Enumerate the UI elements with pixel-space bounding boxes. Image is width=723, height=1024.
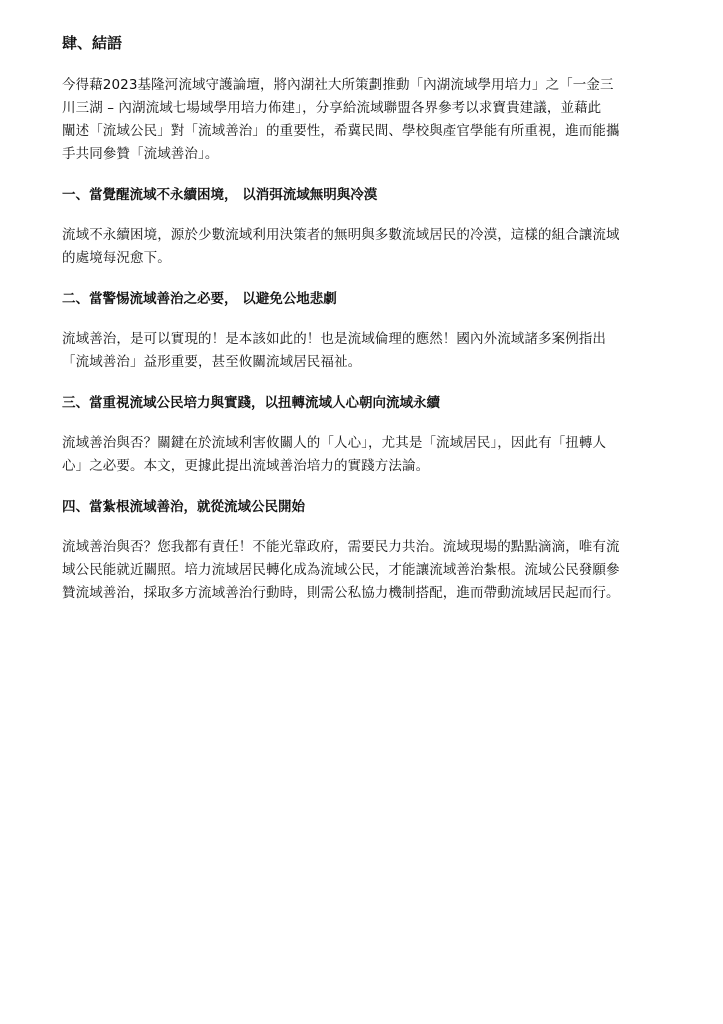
intro-line: 今得藉2023基隆河流域守護論壇，將內湖社大所策劃推動「內湖流域學用培力」之「一金三: [62, 77, 614, 93]
intro-line: 手共同參贊「流域善治」。: [62, 146, 219, 162]
subheading-4: 四、當紮根流域善治，就從流域公民開始: [62, 499, 305, 515]
intro-line: 川三湖 – 內湖流域七場域學用培力佈建」，分享給流域聯盟各界參考以求寶貴建議，並藉此: [62, 100, 602, 116]
section-title: 肆、結語: [62, 34, 123, 52]
document-page: [62, 30, 672, 623]
paragraph-line: 流域善治與否？關鍵在於流域利害攸關人的「人心」，尤其是「流域居民」，因此有「扭轉人: [62, 435, 607, 451]
intro-line: 闡述「流域公民」對「流域善治」的重要性，希冀民間、學校與產官學能有所重視，進而能攜: [62, 123, 620, 139]
paragraph-line: 「流域善治」益形重要，甚至攸關流域居民福祉。: [62, 354, 362, 370]
paragraph-3: [62, 432, 672, 478]
paragraph-line: 的處境每況愈下。: [62, 250, 171, 266]
paragraph-2: [62, 328, 672, 374]
subheading-1: 一、當覺醒流域不永續困境， 以消弭流域無明與冷漠: [62, 187, 378, 203]
paragraph-4: [62, 536, 672, 605]
paragraph-line: 贊流域善治，採取多方流域善治行動時，則需公私協力機制搭配，進而帶動流域居民起而行。: [62, 585, 620, 601]
paragraph-line: 域公民能就近關照。培力流域居民轉化成為流域公民，才能讓流域善治紮根。流域公民發願參: [62, 562, 620, 578]
paragraph-line: 流域善治與否？您我都有責任！不能光靠政府，需要民力共治。流域現場的點點滴滴，唯有流: [62, 539, 620, 555]
paragraph-1: [62, 224, 672, 270]
paragraph-line: 流域不永續困境，源於少數流域利用決策者的無明與多數流域居民的冷漠，這樣的組合讓流域: [62, 227, 620, 243]
paragraph-line: 心」之必要。本文，更據此提出流域善治培力的實踐方法論。: [62, 458, 430, 474]
subheading-3: 三、當重視流域公民培力與實踐，以扭轉流域人心朝向流域永續: [62, 395, 440, 411]
paragraph-line: 流域善治，是可以實現的！是本該如此的！也是流域倫理的應然！國內外流域諸多案例指出: [62, 331, 606, 347]
intro-paragraph: [62, 74, 672, 166]
subheading-2: 二、當警惕流域善治之必要， 以避免公地悲劇: [62, 291, 337, 307]
